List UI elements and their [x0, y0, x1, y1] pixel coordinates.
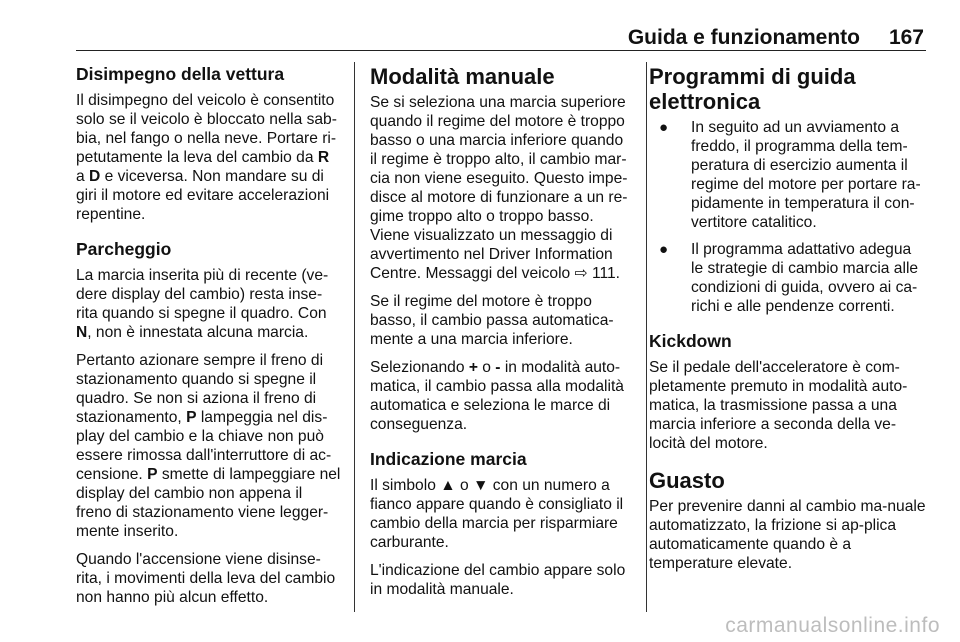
column-2	[370, 64, 634, 608]
paragraph-manuale-1: Se si seleziona una marcia superiore quando il regime del motore è troppo basso o una marcia inferiore quando il regime è troppo alto, il cambio mar-cia non viene eseguito. Questo impe-disce al motore di funzionare a un re-gime troppo alto o troppo basso. Viene visualizzato un messaggio di avvertimento nel Driver Information Centre. Messaggi del veicolo ⇨ 111.	[370, 94, 628, 282]
list-item-text: Il programma adattativo adegua le strategie di cambio marcia alle condizioni di guida, ovvero ai ca-richi e alle pendenze correnti.	[691, 241, 919, 315]
heading-guasto: Guasto	[649, 468, 725, 493]
watermark: carmanualsonline.info	[725, 614, 940, 637]
column-1	[76, 64, 341, 616]
text-run: Selezionando	[370, 359, 469, 376]
list-item	[649, 118, 926, 232]
column-3	[649, 64, 926, 582]
page-header	[76, 20, 926, 51]
column-divider-1	[354, 62, 355, 612]
paragraph-indicazione-1: Il simbolo ▲ o ▼ con un numero a fianco appare quando è consigliato il cambio della marcia per risparmiare carburante.	[370, 477, 624, 551]
paragraph-parcheggio-3: Quando l'accensione viene disinse-rita, i movimenti della leva del cambio non hanno più alcun effetto.	[76, 551, 336, 606]
heading-modalita-manuale: Modalità manuale	[370, 64, 555, 89]
text-run: o	[477, 359, 496, 376]
paragraph-indicazione-2: L'indicazione del cambio appare solo in modalità manuale.	[370, 562, 626, 598]
paragraph-manuale-2: Se il regime del motore è troppo basso, il cambio passa automatica-mente a una marcia inferiore.	[370, 293, 614, 348]
text-run: e viceversa. Non mandare su di giri il motore ed evitare accelerazioni repentine.	[76, 168, 330, 223]
text-run: Il disimpegno del veicolo è consentito solo se il veicolo è bloccato nella sab-bia, nel fango o nella neve. Portare ri-petutamente la leva del cambio da	[76, 92, 337, 166]
paragraph-parcheggio-1	[76, 266, 341, 342]
paragraph-guasto: Per prevenire danni al cambio ma-nuale automatizzato, la frizione si ap-plica automaticamente quando è a temperature elevate.	[649, 498, 926, 572]
heading-indicazione-marcia: Indicazione marcia	[370, 449, 527, 469]
gear-letter-r: R	[317, 149, 330, 166]
bullet-icon: ●	[659, 119, 669, 136]
minus-symbol: -	[495, 359, 501, 376]
text-run: Pertanto azionare sempre il freno di stazionamento quando si spegne il quadro. Se non si aziona il freno di stazionamento,	[76, 352, 324, 426]
text-run: La marcia inserita più di recente (ve-dere display del cambio) resta inse-rita quando si spegne il quadro. Con	[76, 267, 329, 322]
paragraph-manuale-3	[370, 358, 634, 434]
heading-programmi: Programmi di guida elettronica	[649, 64, 856, 114]
bullet-icon: ●	[659, 241, 669, 258]
text-run: , non è innestata alcuna marcia.	[87, 324, 309, 341]
bullet-list	[649, 118, 926, 316]
text-run: lampeggia nel dis-play del cambio e la chiave non può essere rimossa dall'interruttore di ac-censione.	[76, 409, 332, 483]
paragraph-parcheggio-2	[76, 351, 341, 541]
list-item-text: In seguito ad un avviamento a freddo, il programma della tem-peratura di esercizio aumenta il regime del motore per portare ra-pidamente in temperatura il con-vertitore catalitico.	[691, 119, 921, 231]
paragraph-kickdown: Se il pedale dell'acceleratore è com-pletamente premuto in modalità auto-matica, la trasmissione passa a una marcia inferiore a seconda della ve-locità del motore.	[649, 359, 908, 452]
header-title: Guida e funzionamento	[627, 26, 860, 49]
gear-letter-p: P	[186, 409, 197, 426]
text-run: a	[76, 168, 90, 185]
text-run: in modalità auto-matica, il cambio passa alla modalità automatica e seleziona le marce di conseguenza.	[370, 359, 624, 433]
gear-letter-n: N	[76, 324, 88, 341]
paragraph-disimpegno	[76, 91, 341, 224]
column-divider-2	[646, 62, 647, 612]
gear-letter-p: P	[147, 466, 158, 483]
page-number: 167	[888, 26, 924, 49]
text-run: smette di lampeggiare nel display del cambio non appena il freno di stazionamento viene legger-mente inserito.	[76, 466, 341, 540]
gear-letter-d: D	[89, 168, 101, 185]
plus-symbol: +	[468, 359, 478, 376]
heading-parcheggio: Parcheggio	[76, 239, 172, 259]
heading-disimpegno: Disimpegno della vettura	[76, 64, 285, 84]
list-item	[649, 240, 926, 316]
heading-kickdown: Kickdown	[649, 331, 732, 351]
